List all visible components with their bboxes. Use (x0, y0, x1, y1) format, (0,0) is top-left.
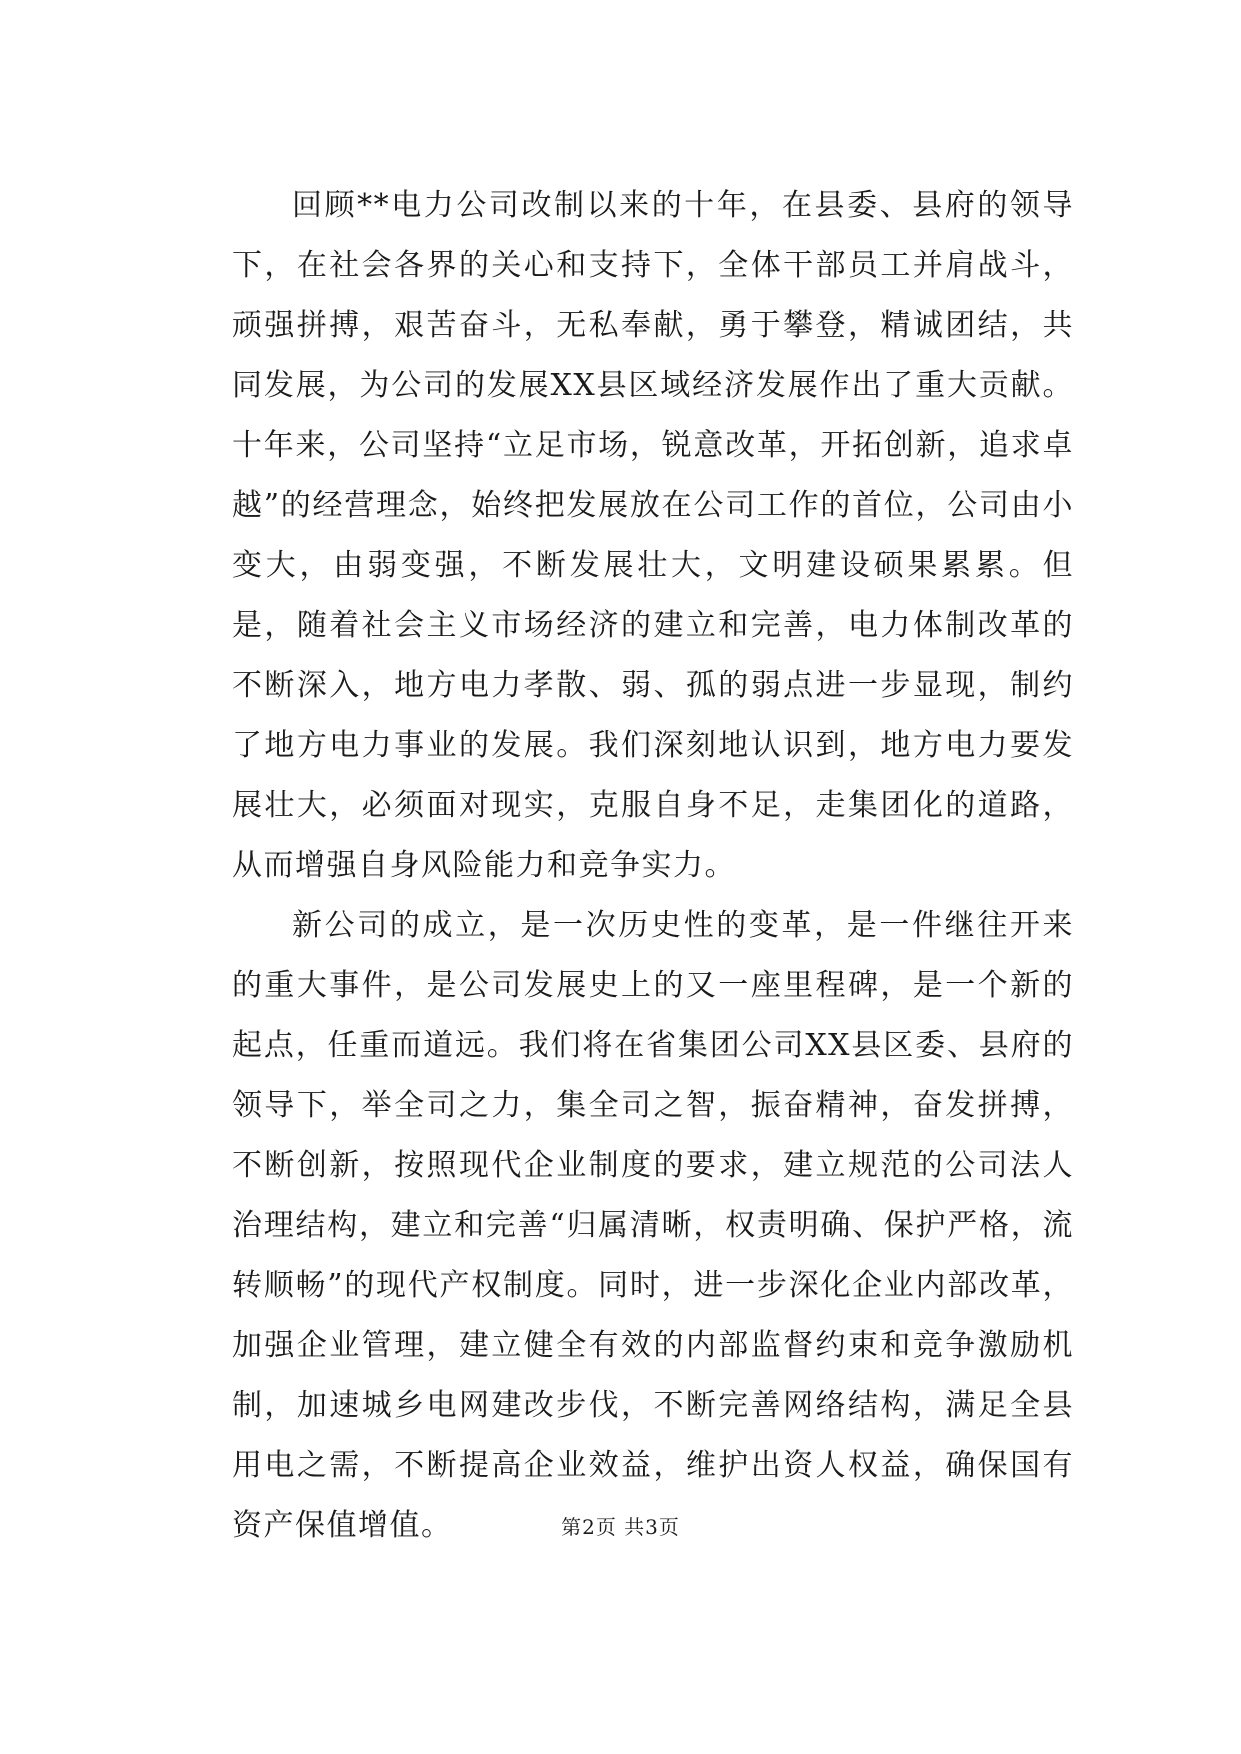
paragraph-1: 回顾**电力公司改制以来的十年，在县委、县府的领导下，在社会各界的关心和支持下，全体干部员工并肩战斗，顽强拼搏，艰苦奋斗，无私奉献，勇于攀登，精诚团结，共同发展，为公司的发展XX县区域经济发展作出了重大贡献。十年来，公司坚持“立足市场，锐意改革，开拓创新，追求卓越”的经营理念，始终把发展放在公司工作的首位，公司由小变大，由弱变强，不断发展壮大，文明建设硕果累累。但是，随着社会主义市场经济的建立和完善，电力体制改革的不断深入，地方电力孝散、弱、孤的弱点进一步显现，制约了地方电力事业的发展。我们深刻地认识到，地方电力要发展壮大，必须面对现实，克服自身不足，走集团化的道路，从而增强自身风险能力和竞争实力。 (232, 188, 1074, 883)
document-body (232, 176, 1074, 1556)
page-number-footer: 第2页 共3页 (561, 1515, 680, 1539)
paragraph-2: 新公司的成立，是一次历史性的变革，是一件继往开来的重大事件，是公司发展史上的又一座里程碑，是一个新的起点，任重而道远。我们将在省集团公司XX县区委、县府的领导下，举全司之力，集全司之智，振奋精神，奋发拼搏，不断创新，按照现代企业制度的要求，建立规范的公司法人治理结构，建立和完善“归属清晰，权责明确、保护严格，流转顺畅”的现代产权制度。同时，进一步深化企业内部改革，加强企业管理，建立健全有效的内部监督约束和竞争激励机制，加速城乡电网建改步伐，不断完善网络结构，满足全县用电之需，不断提高企业效益，维护出资人权益，确保国有资产保值增值。 (232, 908, 1074, 1543)
